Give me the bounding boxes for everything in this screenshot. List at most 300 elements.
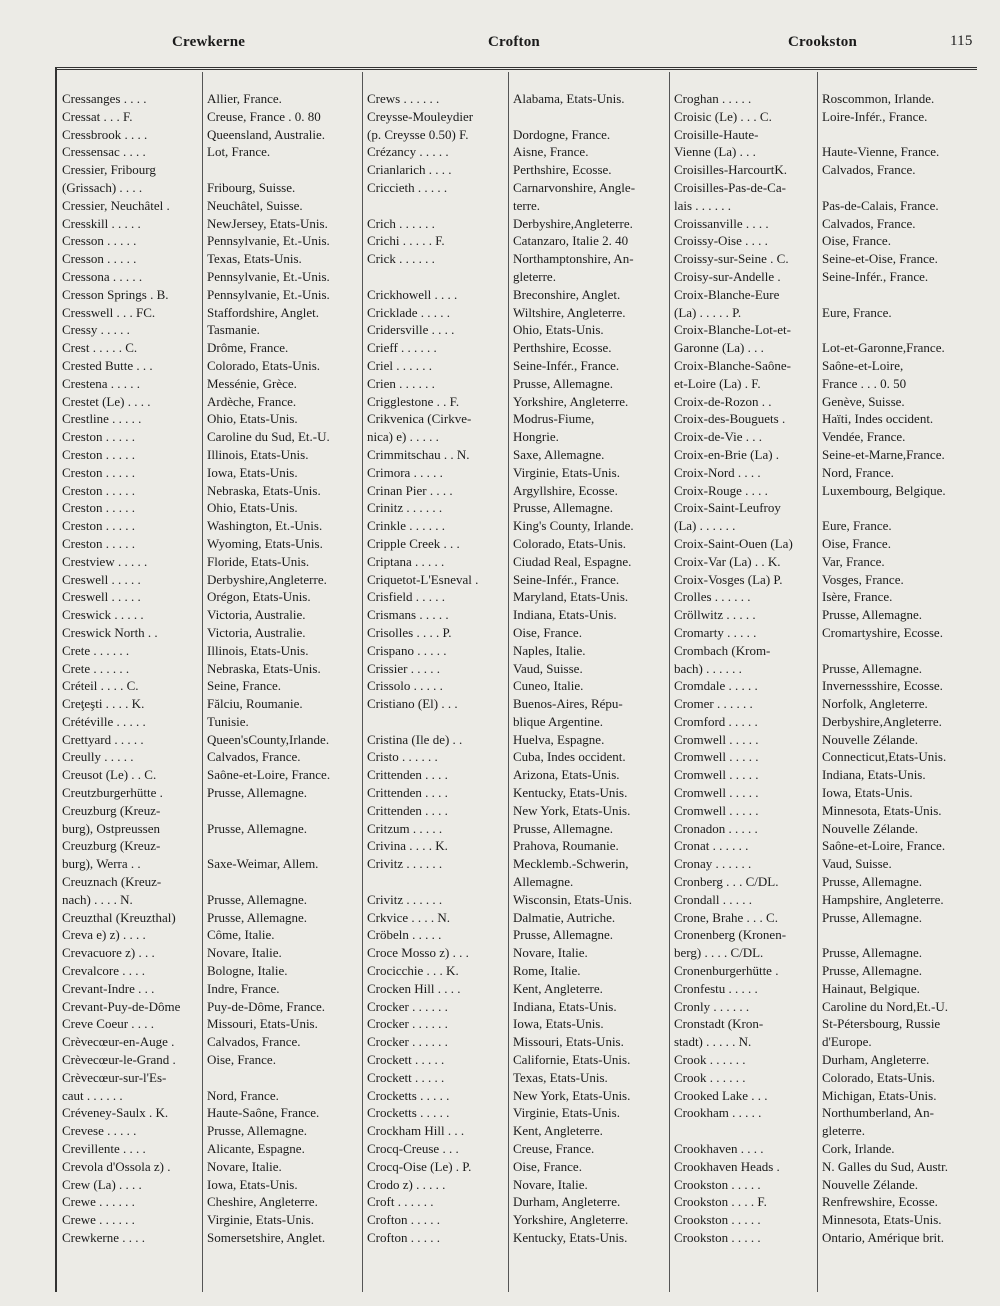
entry-name: Crondall . . . . .: [674, 891, 752, 907]
entry-name: Crevant-Puy-de-Dôme: [62, 998, 181, 1014]
entry-location: Yorkshire, Angleterre.: [513, 1212, 629, 1228]
entry-location: Hampshire, Angleterre.: [822, 891, 944, 907]
entry-name: Crolles . . . . . .: [674, 589, 751, 605]
entry-name: Cronberg . . . C/DL.: [674, 874, 779, 890]
entry-name: Creswell . . . . .: [62, 589, 141, 605]
entry-location: Alabama, Etats-Unis.: [513, 91, 625, 106]
entry-name: Cronay . . . . . .: [674, 856, 752, 872]
entry-name: (La) . . . . . P.: [674, 304, 742, 320]
entry-name: Cromwell . . . . .: [674, 767, 759, 783]
entry-location: Breconshire, Anglet.: [513, 286, 621, 302]
entry-location: Oise, France.: [513, 624, 582, 640]
entry-name: Cristina (Ile de) . .: [367, 731, 463, 747]
entry-location: Arizona, Etats-Unis.: [513, 767, 620, 783]
entry-location: Genève, Suisse.: [822, 393, 905, 409]
entry-name: Cröbeln . . . . .: [367, 927, 442, 943]
entry-location: [822, 179, 992, 197]
entry-name: Croissanville . . . .: [674, 215, 769, 231]
entry-location: Seine-Infér., France.: [513, 571, 620, 587]
entry-name: Crocketts . . . . .: [367, 1087, 450, 1103]
entry-location: Somersetshire, Anglet.: [207, 1230, 326, 1245]
entry-name: Croghan . . . . .: [674, 91, 752, 106]
entry-name: bach) . . . . . .: [674, 660, 742, 676]
entry-location: Derbyshire,Angleterre.: [822, 713, 942, 729]
entry-location: [207, 1069, 363, 1087]
entry-name: Cristiano (El) . . .: [367, 696, 458, 712]
entry-name: Crevacuore z) . . .: [62, 945, 155, 961]
entry-name: Crinan Pier . . . .: [367, 482, 453, 498]
entry-name: burg), Werra . .: [62, 856, 141, 872]
entry-location: Eure, France.: [822, 304, 892, 320]
entry-location: Kent, Angleterre.: [513, 1123, 603, 1139]
entry-name: Crestline . . . . .: [62, 411, 142, 427]
entry-location: [822, 321, 992, 339]
entry-location: Vosges, France.: [822, 571, 904, 587]
entry-location: Creuse, France . 0. 80: [207, 108, 321, 124]
entry-name: Crézancy . . . . .: [367, 144, 449, 160]
entry-name: Crinitz . . . . . .: [367, 500, 443, 516]
entry-location: gleterre.: [513, 268, 556, 284]
entry-location: Queensland, Australie.: [207, 126, 326, 142]
entry-location: Seine-et-Marne,France.: [822, 446, 945, 462]
entry-name: Creston . . . . .: [62, 446, 135, 462]
entry-name: Creusot (Le) . . C.: [62, 767, 157, 783]
entry-name: Crodo z) . . . . .: [367, 1176, 446, 1192]
entry-name: Cripple Creek . . .: [367, 535, 460, 551]
entry-name: Cridersville . . . .: [367, 322, 455, 338]
entry-name: Crispano . . . . .: [367, 642, 447, 658]
entry-location: Calvados, France.: [822, 162, 916, 178]
column-1-locations: [207, 90, 363, 1247]
entry-location: Kentucky, Etats-Unis.: [513, 785, 628, 801]
entry-location: Argyllshire, Ecosse.: [513, 482, 618, 498]
entry-name: berg) . . . . C/DL.: [674, 945, 764, 961]
entry-location: Connecticut,Etats-Unis.: [822, 749, 947, 765]
entry-location: Prusse, Allemagne.: [822, 607, 923, 623]
entry-location: Novare, Italie.: [513, 1176, 588, 1192]
entry-location: Prusse, Allemagne.: [207, 785, 308, 801]
entry-location: Ardèche, France.: [207, 393, 297, 409]
entry-location: Saxe-Weimar, Allem.: [207, 856, 319, 872]
entry-name: Croisilles-Pas-de-Ca-: [674, 179, 786, 195]
entry-location: Dalmatie, Autriche.: [513, 909, 616, 925]
entry-name: Cresson . . . . .: [62, 251, 137, 267]
entry-location: NewJersey, Etats-Unis.: [207, 215, 328, 231]
entry-location: Catanzaro, Italie 2. 40: [513, 233, 629, 249]
entry-name: Creston . . . . .: [62, 518, 135, 534]
entry-location: Washington, Et.-Unis.: [207, 518, 323, 534]
entry-name: Crockham Hill . . .: [367, 1123, 465, 1139]
entry-name: Crinkle . . . . . .: [367, 518, 445, 534]
entry-location: d'Europe.: [822, 1034, 872, 1050]
entry-location: Calvados, France.: [822, 215, 916, 231]
entry-name: Crissolo . . . . .: [367, 678, 443, 694]
entry-location: Rome, Italie.: [513, 963, 581, 979]
entry-location: Saône-et-Loire,: [822, 357, 904, 373]
entry-location: Neuchâtel, Suisse.: [207, 197, 303, 213]
entry-location: Texas, Etats-Unis.: [207, 251, 302, 267]
entry-location: Caroline du Sud, Et.-U.: [207, 429, 330, 445]
entry-location: Saxe, Allemagne.: [513, 446, 605, 462]
entry-name: Vienne (La) . . .: [674, 144, 756, 160]
entry-name: Cronly . . . . . .: [674, 998, 750, 1014]
entry-name: Crocker . . . . . .: [367, 1034, 448, 1050]
entry-location: Oise, France.: [207, 1052, 276, 1068]
entry-name: Crivitz . . . . . .: [367, 891, 443, 907]
entry-name: [367, 873, 509, 891]
entry-location: Prusse, Allemagne.: [207, 820, 308, 836]
entry-name: Garonne (La) . . .: [674, 340, 764, 356]
entry-location: Luxembourg, Belgique.: [822, 482, 946, 498]
entry-name: Crook . . . . . .: [674, 1052, 746, 1068]
entry-location: Michigan, Etats-Unis.: [822, 1087, 937, 1103]
entry-location: Ciudad Real, Espagne.: [513, 553, 632, 569]
entry-name: Cressy . . . . .: [62, 322, 130, 338]
entry-name: Crèvecœur-en-Auge .: [62, 1034, 175, 1050]
entry-name: [367, 713, 509, 731]
entry-location: Colorado, Etats-Unis.: [822, 1069, 936, 1085]
entry-name: Crete . . . . . .: [62, 642, 130, 658]
entry-location: Cuba, Indes occident.: [513, 749, 626, 765]
entry-name: Croix-Var (La) . . K.: [674, 553, 781, 569]
entry-location: Tunisie.: [207, 713, 249, 729]
entry-name: Cristo . . . . . .: [367, 749, 438, 765]
entry-name: (p. Creysse 0.50) F.: [367, 126, 469, 142]
entry-location: Prusse, Allemagne.: [513, 820, 614, 836]
entry-name: Crimmitschau . . N.: [367, 446, 470, 462]
column-1-names: [62, 90, 204, 1247]
entry-name: Creuznach (Kreuz-: [62, 874, 162, 890]
entry-location: Fălciu, Roumanie.: [207, 696, 303, 712]
entry-location: Ohio, Etats-Unis.: [513, 322, 604, 338]
entry-location: Orégon, Etats-Unis.: [207, 589, 311, 605]
entry-name: Croisy-sur-Andelle .: [674, 268, 781, 284]
entry-name: Creutzburgerhütte .: [62, 785, 163, 801]
entry-name: lais . . . . . .: [674, 197, 732, 213]
entry-location: Cork, Irlande.: [822, 1141, 895, 1157]
entry-location: blique Argentine.: [513, 713, 604, 729]
entry-location: Allemagne.: [513, 874, 574, 890]
entry-location: Prusse, Allemagne.: [822, 874, 923, 890]
entry-name: Crookston . . . . F.: [674, 1194, 767, 1210]
entry-name: Créveney-Saulx . K.: [62, 1105, 169, 1121]
entry-name: [367, 197, 509, 215]
entry-name: Critzum . . . . .: [367, 820, 443, 836]
entry-location: Iowa, Etats-Unis.: [513, 1016, 604, 1032]
entry-location: Huelva, Espagne.: [513, 731, 605, 747]
entry-location: Queen'sCounty,Irlande.: [207, 731, 330, 747]
entry-location: Drôme, France.: [207, 340, 289, 356]
entry-location: Oise, France.: [822, 233, 891, 249]
entry-location: N. Galles du Sud, Austr.: [822, 1158, 949, 1174]
entry-name: Creston . . . . .: [62, 535, 135, 551]
entry-location: Novare, Italie.: [207, 1158, 282, 1174]
entry-location: Perthshire, Ecosse.: [513, 162, 612, 178]
entry-location: [822, 642, 992, 660]
entry-name: Crismans . . . . .: [367, 607, 449, 623]
entry-name: Crickhowell . . . .: [367, 286, 458, 302]
entry-location: Nord, France.: [207, 1087, 279, 1103]
entry-name: Crofton . . . . .: [367, 1230, 440, 1245]
entry-location: Ohio, Etats-Unis.: [207, 411, 298, 427]
entry-location: Oise, France.: [822, 535, 891, 551]
entry-location: Illinois, Etats-Unis.: [207, 446, 309, 462]
entry-location: Seine-et-Oise, France.: [822, 251, 938, 267]
entry-name: (Grissach) . . . .: [62, 179, 143, 195]
column-2-names: [367, 90, 509, 1247]
entry-location: gleterre.: [822, 1123, 865, 1139]
entry-name: Creţeşti . . . . K.: [62, 696, 145, 712]
entry-name: Creston . . . . .: [62, 429, 135, 445]
entry-location: Prusse, Allemagne.: [822, 963, 923, 979]
running-head-right: Crookston: [788, 34, 858, 50]
entry-location: Victoria, Australie.: [207, 607, 306, 623]
entry-name: Criccieth . . . . .: [367, 179, 448, 195]
entry-name: Crigglestone . . F.: [367, 393, 460, 409]
entry-name: Crissier . . . . .: [367, 660, 440, 676]
entry-location: Durham, Angleterre.: [822, 1052, 930, 1068]
entry-name: Crettyard . . . . .: [62, 731, 144, 747]
entry-location: Renfrewshire, Ecosse.: [822, 1194, 938, 1210]
entry-name: Croix-de-Rozon . .: [674, 393, 772, 409]
entry-location: Calvados, France.: [207, 1034, 301, 1050]
entry-location: Pas-de-Calais, France.: [822, 197, 939, 213]
entry-location: Colorado, Etats-Unis.: [513, 535, 627, 551]
entry-name: Cresson Springs . B.: [62, 286, 169, 302]
entry-location: Prusse, Allemagne.: [207, 1123, 308, 1139]
entry-location: Prusse, Allemagne.: [513, 927, 614, 943]
entry-name: Crevant-Indre . . .: [62, 980, 155, 996]
entry-location: Naples, Italie.: [513, 642, 586, 658]
entry-location: Durham, Angleterre.: [513, 1194, 621, 1210]
entry-name: Cromdale . . . . .: [674, 678, 758, 694]
entry-name: et-Loire (La) . F.: [674, 375, 761, 391]
entry-name: Crevillente . . . .: [62, 1141, 146, 1157]
entry-location: Saône-et-Loire, France.: [822, 838, 946, 854]
entry-location: Lot-et-Garonne,France.: [822, 340, 945, 356]
entry-name: Crien . . . . . .: [367, 375, 435, 391]
entry-name: Cressat . . . F.: [62, 108, 133, 124]
entry-name: Croix-Blanche-Saône-: [674, 357, 791, 373]
entry-name: Cressona . . . . .: [62, 268, 143, 284]
entry-location: Northumberland, An-: [822, 1105, 934, 1121]
entry-location: Messénie, Grèce.: [207, 375, 297, 391]
entry-location: Yorkshire, Angleterre.: [513, 393, 629, 409]
entry-location: Minnesota, Etats-Unis.: [822, 802, 942, 818]
entry-name: Crocicchie . . . K.: [367, 963, 459, 979]
entry-location: Cromartyshire, Ecosse.: [822, 624, 943, 640]
entry-name: Crewkerne . . . .: [62, 1230, 146, 1245]
entry-location: Vendée, France.: [822, 429, 906, 445]
entry-location: Loire-Infér., France.: [822, 108, 928, 124]
entry-location: Creuse, France.: [513, 1141, 595, 1157]
entry-name: Crevese . . . . .: [62, 1123, 137, 1139]
entry-name: Creswick . . . . .: [62, 607, 144, 623]
entry-name: Croix-Rouge . . . .: [674, 482, 768, 498]
entry-location: Lot, France.: [207, 144, 271, 160]
entry-name: Cronat . . . . . .: [674, 838, 749, 854]
entry-location: Saône-et-Loire, France.: [207, 767, 331, 783]
page-header: [0, 0, 1000, 60]
entry-location: Nord, France.: [822, 464, 894, 480]
page-number: 115: [950, 33, 973, 49]
column-2-locations: [513, 90, 669, 1247]
entry-location: Cuneo, Italie.: [513, 678, 584, 694]
entry-name: Cromarty . . . . .: [674, 624, 757, 640]
entry-name: Croix-Saint-Ouen (La): [674, 535, 793, 551]
entry-location: Eure, France.: [822, 518, 892, 534]
entry-name: Creston . . . . .: [62, 464, 135, 480]
entry-location: Iowa, Etats-Unis.: [822, 785, 913, 801]
entry-name: Crichi . . . . . F.: [367, 233, 445, 249]
entry-location: Prusse, Allemagne.: [822, 660, 923, 676]
entry-name: Cromwell . . . . .: [674, 731, 759, 747]
entry-location: Kentucky, Etats-Unis.: [513, 1230, 628, 1245]
entry-location: Virginie, Etats-Unis.: [207, 1212, 314, 1228]
column-3-locations: [822, 90, 992, 1247]
entry-name: Crewe . . . . . .: [62, 1212, 135, 1228]
entry-location: France . . . 0. 50: [822, 375, 907, 391]
entry-location: Californie, Etats-Unis.: [513, 1052, 631, 1068]
entry-name: Croix-Vosges (La) P.: [674, 571, 783, 587]
entry-name: burg), Ostpreussen: [62, 820, 160, 836]
entry-name: Creysse-Mouleydier: [367, 108, 474, 124]
entry-location: Nebraska, Etats-Unis.: [207, 660, 321, 676]
entry-location: Iowa, Etats-Unis.: [207, 1176, 298, 1192]
entry-name: Creston . . . . .: [62, 500, 135, 516]
entry-name: Croft . . . . . .: [367, 1194, 434, 1210]
entry-location: Minnesota, Etats-Unis.: [822, 1212, 942, 1228]
entry-name: Crèvecœur-le-Grand .: [62, 1052, 176, 1068]
entry-location: Cheshire, Angleterre.: [207, 1194, 318, 1210]
entry-location: King's County, Irlande.: [513, 518, 634, 534]
entry-name: Crete . . . . . .: [62, 660, 130, 676]
entry-name: Crocker . . . . . .: [367, 1016, 448, 1032]
entry-name: Crisolles . . . . P.: [367, 624, 452, 640]
entry-location: Prusse, Allemagne.: [513, 500, 614, 516]
entry-name: Croce Mosso z) . . .: [367, 945, 469, 961]
entry-name: [367, 268, 509, 286]
entry-name: Crocq-Creuse . . .: [367, 1141, 459, 1157]
entry-location: Norfolk, Angleterre.: [822, 696, 928, 712]
entry-name: Cronfestu . . . . .: [674, 980, 758, 996]
entry-location: Seine, France.: [207, 678, 282, 694]
entry-name: Croisic (Le) . . . C.: [674, 108, 772, 124]
entry-name: Crookston . . . . .: [674, 1176, 761, 1192]
entry-name: Cronenburgerhütte .: [674, 963, 779, 979]
entry-location: Nouvelle Zélande.: [822, 731, 919, 747]
entry-name: (La) . . . . . .: [674, 518, 736, 534]
entry-name: Crookhaven . . . .: [674, 1141, 764, 1157]
entry-name: Crisfield . . . . .: [367, 589, 445, 605]
entry-name: Creston . . . . .: [62, 482, 135, 498]
entry-name: Cressbrook . . . .: [62, 126, 148, 142]
entry-name: Croissy-sur-Seine . C.: [674, 251, 789, 267]
entry-location: Pennsylvanie, Et.-Unis.: [207, 286, 330, 302]
entry-location: Novare, Italie.: [513, 945, 588, 961]
entry-location: Vaud, Suisse.: [513, 660, 583, 676]
entry-location: Mecklemb.-Schwerin,: [513, 856, 629, 872]
frame-left-rule: [55, 67, 57, 1292]
entry-location: Aisne, France.: [513, 144, 589, 160]
entry-name: nica) e) . . . . .: [367, 429, 439, 445]
entry-name: Cröllwitz . . . . .: [674, 607, 756, 623]
entry-name: Cressanges . . . .: [62, 91, 147, 106]
entry-name: Crocker . . . . . .: [367, 998, 448, 1014]
entry-name: Creuzburg (Kreuz-: [62, 838, 161, 854]
entry-name: Cresson . . . . .: [62, 233, 137, 249]
entry-location: Fribourg, Suisse.: [207, 179, 296, 195]
entry-location: Prusse, Allemagne.: [822, 909, 923, 925]
entry-location: Perthshire, Ecosse.: [513, 340, 612, 356]
entry-name: Croix-Saint-Leufroy: [674, 500, 781, 516]
entry-location: New York, Etats-Unis.: [513, 1087, 631, 1103]
entry-location: Ontario, Amérique brit.: [822, 1230, 945, 1245]
entry-location: Novare, Italie.: [207, 945, 282, 961]
entry-location: Prusse, Allemagne.: [207, 891, 308, 907]
entry-name: Crofton . . . . .: [367, 1212, 440, 1228]
entry-name: Cronadon . . . . .: [674, 820, 758, 836]
entry-name: Créteil . . . . C.: [62, 678, 139, 694]
entry-name: nach) . . . . N.: [62, 891, 133, 907]
entry-location: Colorado, Etats-Unis.: [207, 357, 321, 373]
entry-name: Crittenden . . . .: [367, 785, 448, 801]
entry-name: Crew (La) . . . .: [62, 1176, 142, 1192]
entry-name: Crooked Lake . . .: [674, 1087, 768, 1103]
entry-name: Crestet (Le) . . . .: [62, 393, 151, 409]
entry-name: Crittenden . . . .: [367, 802, 448, 818]
entry-location: Maryland, Etats-Unis.: [513, 589, 629, 605]
entry-location: Buenos-Aires, Répu-: [513, 696, 623, 712]
entry-name: Croix-Nord . . . .: [674, 464, 761, 480]
entry-name: Croisilles-HarcourtK.: [674, 162, 788, 178]
entry-location: Ohio, Etats-Unis.: [207, 500, 298, 516]
entry-location: Seine-Infér., France.: [513, 357, 620, 373]
entry-name: Crocketts . . . . .: [367, 1105, 450, 1121]
entry-location: Haïti, Indes occident.: [822, 411, 934, 427]
entry-name: Criquetot-L'Esneval .: [367, 571, 479, 587]
entry-location: Staffordshire, Anglet.: [207, 304, 320, 320]
entry-location: Indiana, Etats-Unis.: [822, 767, 926, 783]
entry-location: Prusse, Allemagne.: [822, 945, 923, 961]
entry-name: Crestview . . . . .: [62, 553, 148, 569]
entry-name: Croix-en-Brie (La) .: [674, 446, 780, 462]
entry-name: stadt) . . . . . N.: [674, 1034, 752, 1050]
entry-location: Floride, Etats-Unis.: [207, 553, 310, 569]
entry-location: Derbyshire,Angleterre.: [207, 571, 327, 587]
entry-location: Prahova, Roumanie.: [513, 838, 619, 854]
entry-name: Criel . . . . . .: [367, 357, 432, 373]
entry-location: Nouvelle Zélande.: [822, 820, 919, 836]
entry-name: Crombach (Krom-: [674, 642, 771, 658]
entry-location: Roscommon, Irlande.: [822, 91, 935, 106]
entry-location: Puy-de-Dôme, France.: [207, 998, 326, 1014]
entry-name: Crkvice . . . . N.: [367, 909, 451, 925]
entry-location: Wiltshire, Angleterre.: [513, 304, 626, 320]
entry-location: Missouri, Etats-Unis.: [513, 1034, 624, 1050]
column-rule: [669, 72, 670, 1292]
entry-location: Illinois, Etats-Unis.: [207, 642, 309, 658]
entry-name: Creswick North . .: [62, 624, 158, 640]
entry-location: Côme, Italie.: [207, 927, 275, 943]
entry-name: Cressier, Neuchâtel .: [62, 197, 170, 213]
entry-name: Crianlarich . . . .: [367, 162, 452, 178]
entry-name: Crewe . . . . . .: [62, 1194, 135, 1210]
entry-name: Cricklade . . . . .: [367, 304, 451, 320]
entry-location: Iowa, Etats-Unis.: [207, 464, 298, 480]
entry-location: Indiana, Etats-Unis.: [513, 998, 617, 1014]
entry-location: [207, 837, 363, 855]
